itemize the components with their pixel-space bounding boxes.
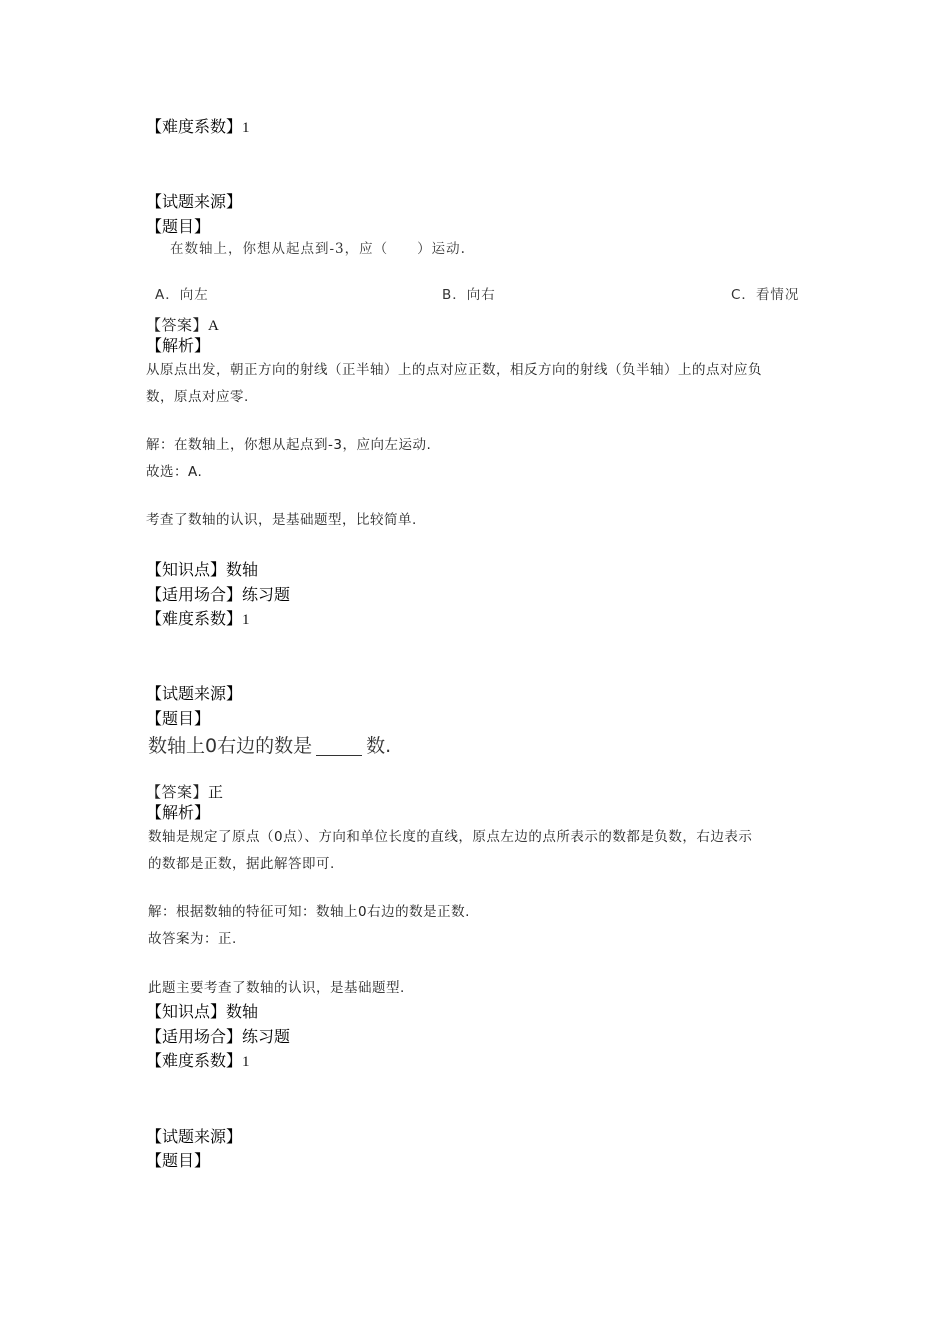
difficulty-value: 1 (242, 612, 250, 628)
analysis-line: 考查了数轴的认识，是基础题型，比较简单. (146, 512, 417, 528)
question-title-label: 【题目】 (146, 709, 211, 728)
option-c (731, 289, 799, 303)
analysis-label: 【解析】 (146, 336, 211, 355)
answer-value: A (208, 318, 219, 334)
usage-value: 练习题 (242, 585, 291, 604)
knowledge-row (146, 562, 258, 578)
usage-label: 【适用场合】 (146, 585, 243, 604)
knowledge-row (146, 1004, 258, 1020)
answer-blank (316, 737, 362, 756)
question-title-label: 【题目】 (146, 1151, 211, 1170)
answer-row (146, 784, 223, 801)
question-text-before: 数轴上0右边的数是 (148, 735, 313, 757)
difficulty-value: 1 (242, 120, 250, 136)
source-label: 【试题来源】 (146, 684, 243, 703)
answer-label: 【答案】 (146, 783, 209, 801)
difficulty-label: 【难度系数】 (146, 117, 243, 136)
analysis-line: 此题主要考查了数轴的认识，是基础题型. (148, 980, 405, 996)
option-c-text: 看情况 (755, 287, 800, 303)
analysis-line: 解：根据数轴的特征可知：数轴上0右边的数是正数. (148, 904, 470, 920)
usage-row (146, 1029, 290, 1045)
knowledge-label: 【知识点】 (146, 560, 227, 579)
knowledge-value: 数轴 (226, 1002, 259, 1021)
option-b-text: 向右 (466, 287, 496, 303)
question-text-after: 数. (366, 735, 392, 757)
question-title-label: 【题目】 (146, 217, 211, 236)
option-c-letter: C． (731, 287, 756, 303)
difficulty-value: 1 (242, 1054, 250, 1070)
source-label: 【试题来源】 (146, 192, 243, 211)
difficulty-label: 【难度系数】 (146, 609, 243, 628)
analysis-line: 从原点出发，朝正方向的射线（正半轴）上的点对应正数，相反方向的射线（负半轴）上的点对应负 (146, 362, 762, 378)
question-text (148, 737, 391, 756)
answer-label: 【答案】 (146, 316, 209, 334)
knowledge-value: 数轴 (226, 560, 259, 579)
analysis-line: 解：在数轴上，你想从起点到-3，应向左运动. (146, 437, 432, 453)
difficulty-row (146, 1053, 250, 1070)
option-b (442, 289, 496, 303)
usage-value: 练习题 (242, 1027, 291, 1046)
source-label: 【试题来源】 (146, 1127, 243, 1146)
analysis-line: 故选：A. (146, 464, 203, 480)
analysis-line: 故答案为：正. (148, 931, 237, 947)
knowledge-label: 【知识点】 (146, 1002, 227, 1021)
option-a-letter: A． (155, 287, 180, 303)
analysis-line: 的数都是正数，据此解答即可. (148, 856, 335, 872)
difficulty-row (146, 119, 250, 136)
usage-label: 【适用场合】 (146, 1027, 243, 1046)
option-b-letter: B． (442, 287, 467, 303)
option-a-text: 向左 (179, 287, 209, 303)
option-a (155, 289, 209, 303)
analysis-line: 数，原点对应零. (146, 389, 249, 405)
analysis-label: 【解析】 (146, 803, 211, 822)
answer-value: 正 (208, 785, 224, 801)
difficulty-label: 【难度系数】 (146, 1051, 243, 1070)
difficulty-row (146, 611, 250, 628)
usage-row (146, 587, 290, 603)
question-text: 在数轴上，你想从起点到-3，应（ ）运动. (170, 241, 466, 257)
answer-row (146, 317, 219, 334)
analysis-line: 数轴是规定了原点（0点）、方向和单位长度的直线，原点左边的点所表示的数都是负数，右边表示 (148, 829, 753, 845)
